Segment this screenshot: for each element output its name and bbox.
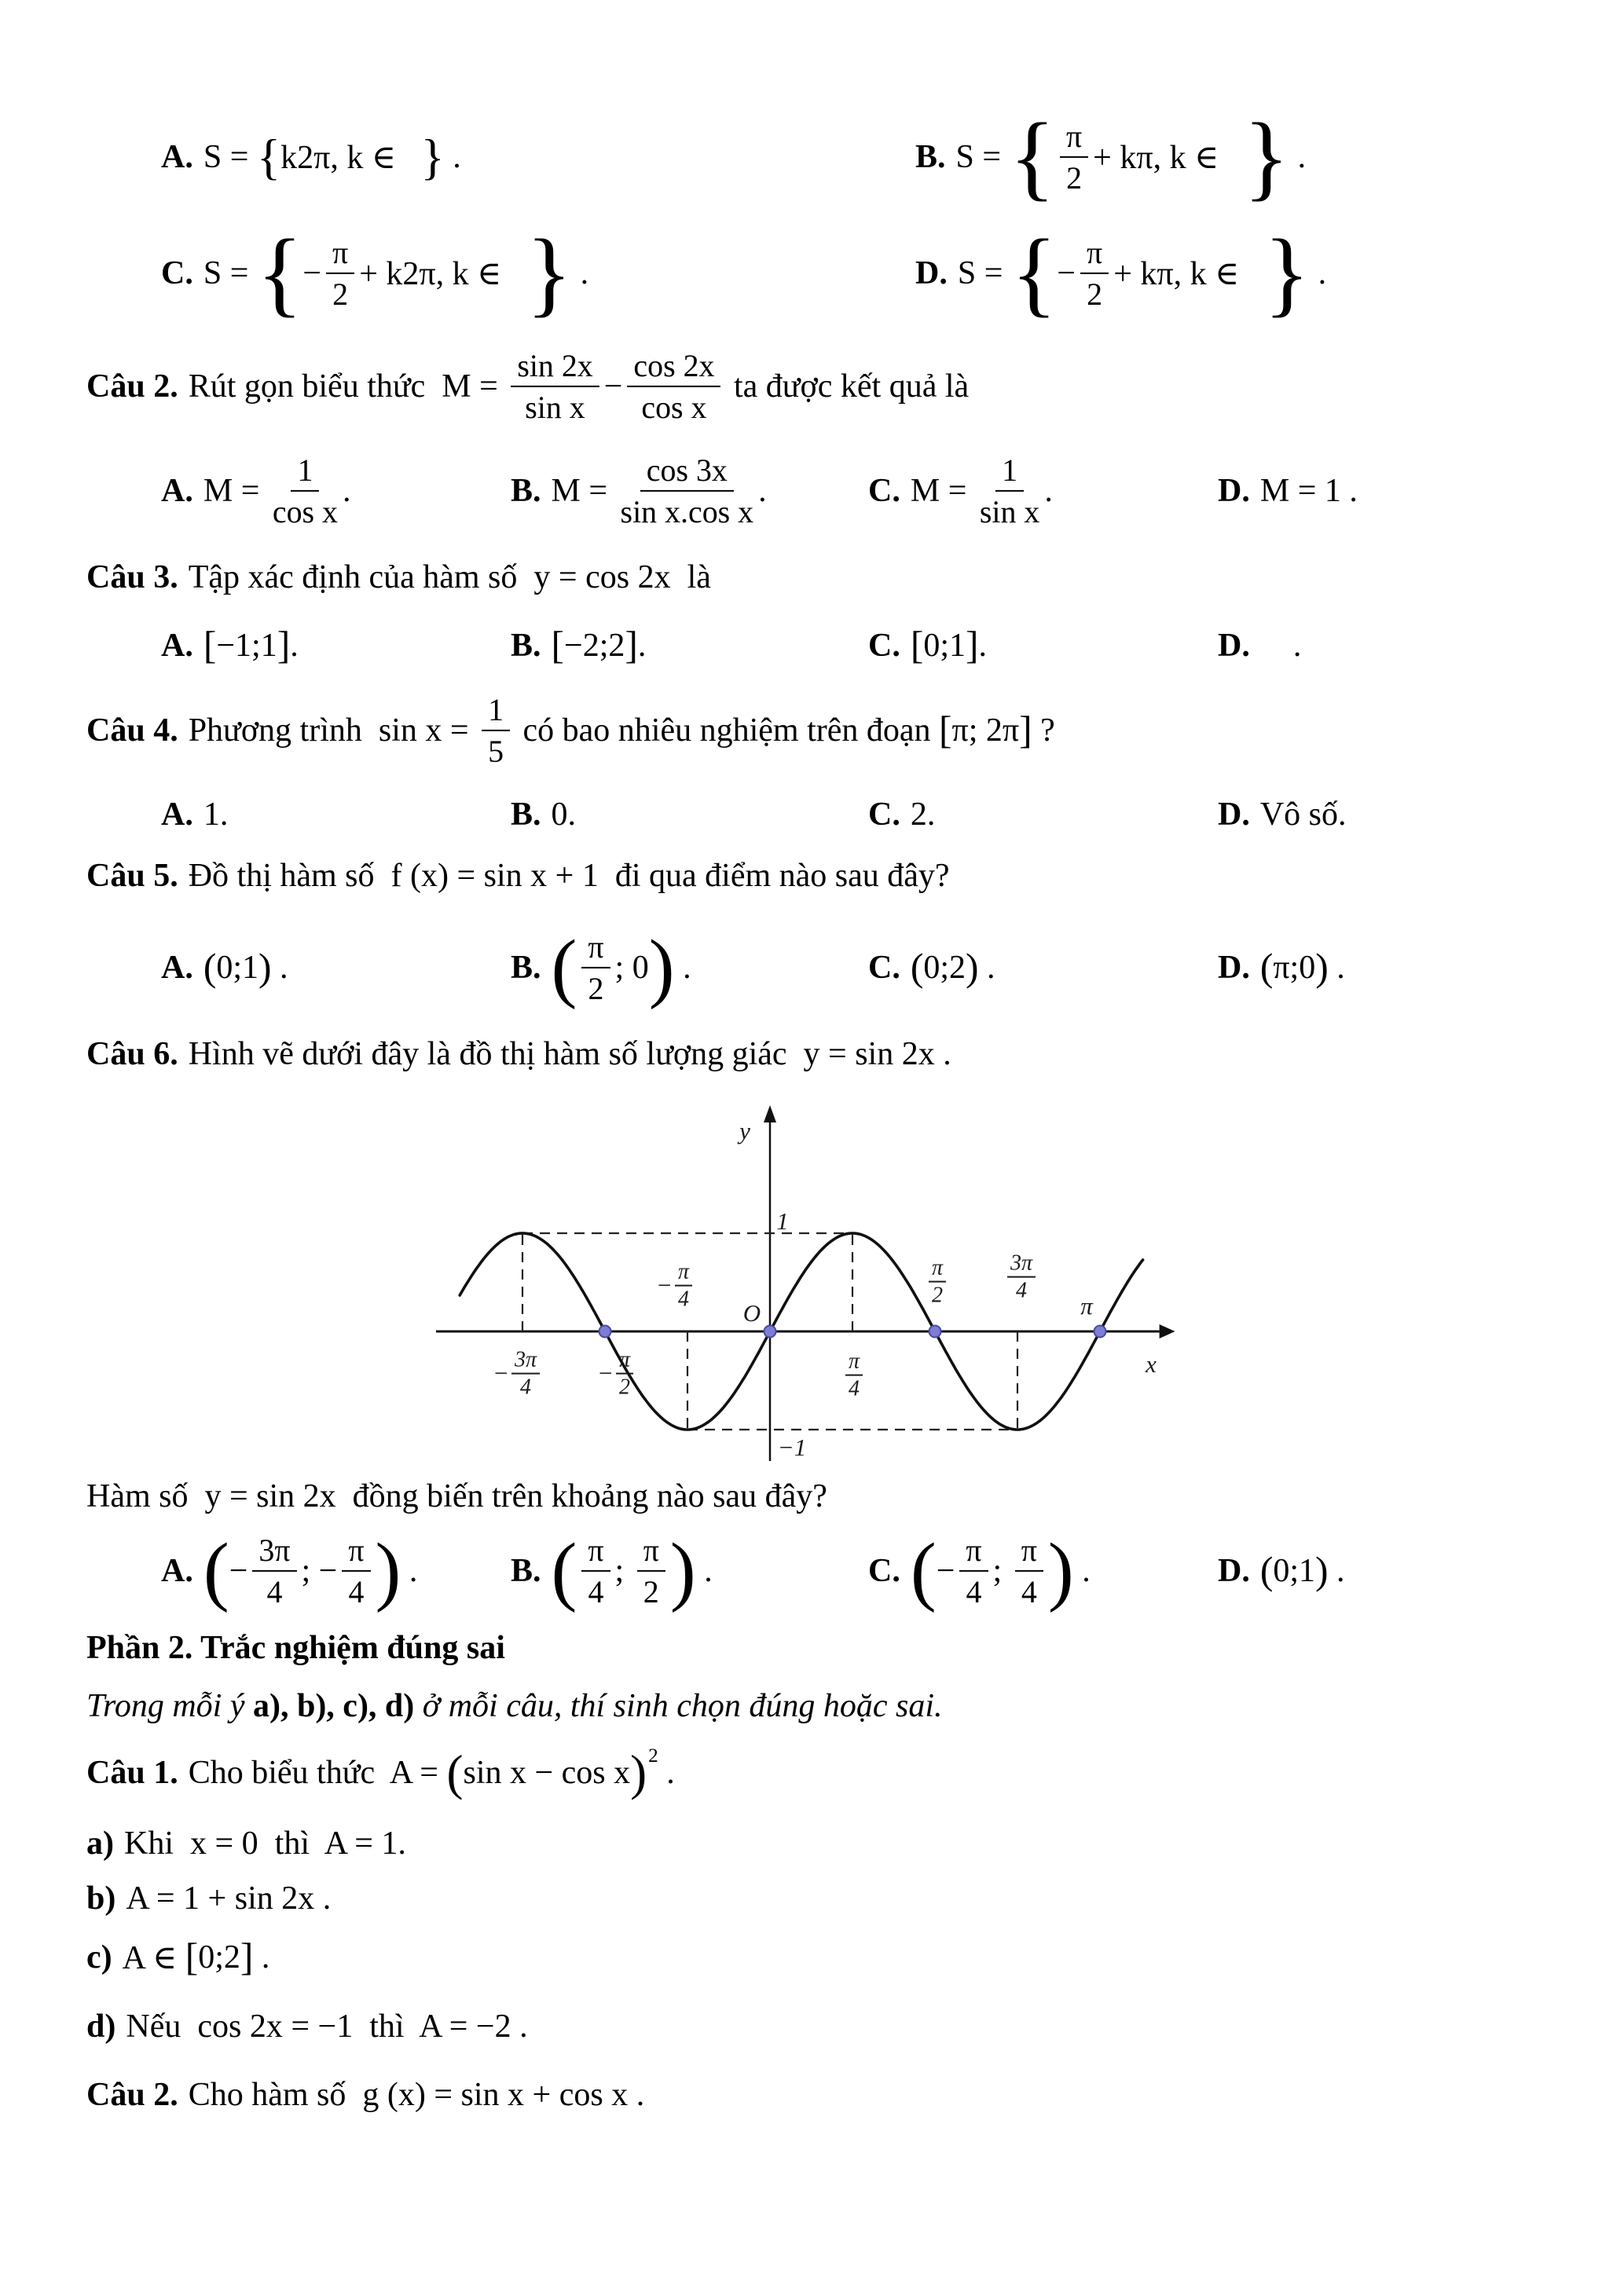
math-token: $\frac{1}{5}$ [482, 693, 510, 768]
math-token: $\frac{1}{\text{sin x}}$ [979, 452, 1040, 529]
item-label-b: b) [86, 1880, 116, 1917]
math-token: Rút gọn biểu thức M = [188, 368, 507, 405]
q2-option-c [868, 453, 1053, 529]
item-label-c: c) [86, 1939, 112, 1976]
math-token: 0;1 [1273, 1553, 1316, 1589]
math-token: π;0 [1273, 950, 1316, 986]
item-label-a: a) [86, 1825, 114, 1862]
option-label-b: B. [511, 628, 541, 664]
math-token: S = [203, 139, 257, 175]
zero-point-dot [1094, 1326, 1106, 1338]
option-label-a: A. [161, 139, 193, 175]
math-token [1248, 255, 1264, 292]
option-label-d: D. [1218, 796, 1250, 833]
math-token: − [603, 368, 623, 405]
math-token: M = [910, 473, 975, 509]
q2-option-d [1218, 472, 1358, 510]
math-token: Nếu cos 2x = −1 thì A = −2 . [126, 2009, 528, 2045]
option-label-a: A. [161, 473, 193, 509]
math-token: $\frac{\pi}{4}$ [342, 1533, 370, 1609]
option-formula: ( π;0 ) . [1259, 946, 1345, 989]
graph-label: π [1080, 1292, 1093, 1320]
option-label-d: D. [1218, 473, 1250, 509]
question-text: Cho biểu thức A = ( sin x − cos x ) 2 . [188, 1745, 675, 1800]
option-formula: S = { k2π, k ∈ } . [203, 130, 461, 185]
math-token: có bao nhiêu nghiệm trên đoạn [515, 712, 940, 749]
question-text [189, 2076, 645, 2114]
q4-option-c [868, 796, 935, 833]
q4-option-a [161, 796, 228, 833]
q5-option-b [511, 925, 691, 1010]
option-formula: ( 0;2 ) . [910, 946, 995, 989]
math-token: $\frac{\pi}{2}$ [581, 930, 610, 1005]
zero-point-dot [929, 1326, 941, 1338]
option-label-c: C. [161, 255, 193, 291]
p2-q1-item-c [86, 1935, 270, 1979]
math-token: . [674, 950, 691, 986]
option-label-c: C. [868, 473, 900, 509]
math-token [510, 255, 526, 292]
math-token: Phương trình sin x = [188, 712, 478, 749]
question-text: Phương trình sin x = $\frac{1}{5}$ có bao nhiêu nghiệm trên đoạn [ π; 2π ] ? [188, 691, 1055, 769]
option-formula [1260, 472, 1358, 510]
graph-label: O [742, 1299, 761, 1327]
math-token: 0;1 [923, 628, 966, 664]
question-5-stem [86, 857, 950, 895]
math-token: k2π, k ∈ [280, 140, 405, 176]
math-token: . [978, 950, 995, 986]
graph-label: −1 [777, 1434, 807, 1461]
question-label: Câu 2. [86, 2077, 178, 2113]
option-formula [552, 796, 577, 833]
option-formula: [ −1;1 ] . [203, 624, 299, 667]
option-formula [1260, 796, 1347, 833]
question-3-stem [86, 558, 711, 596]
graph-shape [1160, 1324, 1175, 1338]
option-formula: ( − $\frac{3\pi}{4}$ ; − $\frac{\pi}{4}$ ) . [203, 1528, 418, 1613]
question-label: Câu 2. [86, 368, 178, 405]
option-label-d: D. [915, 255, 948, 291]
math-token: 0;1 [216, 950, 259, 986]
zero-point-dot [764, 1326, 776, 1338]
math-token: . [658, 1755, 675, 1791]
option-label-d: D. [1218, 628, 1250, 664]
q5-option-a [161, 946, 288, 989]
math-token: − [302, 255, 322, 291]
q3-option-d [1218, 627, 1301, 665]
q1-option-b [915, 104, 1307, 210]
question-label: Câu 3. [86, 559, 178, 595]
math-token: $\frac{\pi}{2}$ [326, 236, 354, 311]
option-formula: [ 0;1 ] . [910, 624, 988, 667]
p2-question-2-stem [86, 2076, 644, 2114]
math-token: $\frac{\pi}{4}$ [1015, 1533, 1043, 1609]
q6-option-a [161, 1528, 418, 1613]
math-token: $\frac{\cos 2x}{\text{cos x}}$ [627, 349, 720, 424]
question-label: Câu 5. [86, 858, 178, 894]
math-token: $\frac{\pi}{4}$ [581, 1533, 610, 1609]
math-token: . [1259, 628, 1302, 664]
option-formula: ( − $\frac{\pi}{4}$ ; $\frac{\pi}{4}$ ) . [910, 1528, 1091, 1613]
graph-label: y [739, 1117, 750, 1144]
option-label-b: B. [511, 473, 541, 509]
p2-question-1-stem [86, 1745, 675, 1800]
math-token: ; − [301, 1553, 338, 1589]
math-token: sin x − cos x [463, 1755, 631, 1791]
q6-option-c [868, 1528, 1091, 1613]
q5-option-d [1218, 946, 1345, 989]
question-text [86, 1478, 827, 1515]
item-text [126, 2008, 527, 2045]
part-2-heading [86, 1629, 505, 1667]
q3-option-c [868, 624, 988, 667]
math-token: $\frac{\pi}{4}$ [959, 1533, 988, 1609]
math-token: S = [957, 255, 1011, 291]
option-formula: S = { − $\frac{\pi}{2}$ + k2π, k ∈ } . [203, 220, 589, 326]
math-token: . [695, 1553, 713, 1589]
math-token: . [1289, 139, 1307, 175]
p2-q1-item-a [86, 1825, 406, 1862]
option-label-c: C. [868, 950, 900, 986]
math-token: −2;2 [564, 628, 625, 664]
math-token: Cho biểu thức A = [188, 1755, 447, 1791]
math-token: Cho hàm số g (x) = sin x + cos x . [188, 2077, 645, 2113]
graph-label: x [1146, 1350, 1157, 1378]
graph-shape [764, 1105, 776, 1122]
math-token: ; [614, 1553, 632, 1589]
graph-tick-fraction: π 4 [845, 1350, 863, 1401]
math-token: $\frac{\sin 2x}{\text{sin x}}$ [511, 349, 599, 424]
math-token: S = [203, 255, 257, 291]
part-2-note [86, 1687, 943, 1725]
math-token: Trong mỗi ý [86, 1688, 253, 1724]
question-label: Câu 6. [86, 1036, 178, 1072]
question-text [189, 558, 711, 596]
option-formula [1260, 627, 1302, 665]
zero-point-dot [599, 1326, 611, 1338]
math-token: Vô số. [1259, 796, 1347, 833]
option-formula: S = { $\frac{\pi}{2}$ + kπ, k ∈ } . [955, 104, 1307, 210]
math-token: π; 2π [951, 712, 1020, 749]
item-text [126, 1880, 331, 1917]
option-formula [203, 796, 229, 833]
math-token: 2. [910, 796, 936, 833]
math-token [1227, 138, 1244, 176]
math-token: M = [203, 473, 268, 509]
heading-text [86, 1629, 505, 1667]
option-formula: S = { − $\frac{\pi}{2}$ + kπ, k ∈ } . [957, 220, 1327, 326]
graph-tick-fraction: 3π 4 [1007, 1252, 1036, 1303]
option-label-b: B. [511, 796, 541, 833]
option-formula: ( 0;1 ) . [203, 946, 288, 989]
question-label: Câu 4. [86, 712, 178, 749]
q6-question-line [86, 1478, 827, 1515]
option-label-c: C. [868, 796, 900, 833]
math-token: . [1044, 473, 1053, 509]
math-token: Khi x = 0 thì A = 1. [124, 1825, 406, 1862]
option-label-d: D. [1218, 1553, 1250, 1589]
option-label-b: B. [511, 950, 541, 986]
q3-option-b [511, 624, 647, 667]
math-token: 0;2 [198, 1939, 240, 1976]
question-4-stem [86, 693, 1055, 768]
q2-option-b [511, 453, 767, 529]
option-label-a: A. [161, 796, 193, 833]
math-token: . [572, 255, 589, 291]
math-token: . [401, 1553, 418, 1589]
q1-option-d [915, 220, 1327, 326]
math-token: $\frac{3\pi}{4}$ [252, 1533, 296, 1609]
question-6-stem [86, 1035, 951, 1073]
sin2x-figure [424, 1096, 1257, 1481]
math-token: $\frac{\pi}{2}$ [1080, 236, 1109, 311]
q4-option-b [511, 796, 576, 833]
math-token: . [758, 473, 767, 509]
math-token: Tập xác định của hàm số y = cos 2x là [188, 559, 711, 595]
question-text [189, 1035, 951, 1073]
math-token: $\frac{\pi}{2}$ [1060, 119, 1088, 195]
q2-option-a [161, 453, 350, 529]
math-token: 0;2 [923, 950, 966, 986]
math-token: . [271, 950, 288, 986]
option-formula: [ −2;2 ] . [551, 624, 647, 667]
option-label-b: B. [915, 139, 946, 175]
option-formula [203, 453, 351, 529]
option-formula: ( $\frac{\pi}{2}$ ; 0 ) . [551, 925, 691, 1010]
math-token: a), b), c), d) [252, 1688, 415, 1724]
question-2-stem [86, 349, 969, 424]
math-token: Đồ thị hàm số f (x) = sin x + 1 đi qua điểm nào sau đây? [188, 858, 950, 894]
math-token: − [1057, 255, 1076, 291]
option-formula [911, 453, 1053, 529]
math-token: −1;1 [216, 628, 277, 664]
math-token: . [1073, 1553, 1091, 1589]
question-label: Câu 1. [86, 1755, 178, 1791]
math-token: + kπ, k ∈ [1093, 140, 1227, 176]
math-token: . [978, 628, 988, 664]
math-token: . [253, 1939, 270, 1976]
math-token: 2 [648, 1745, 658, 1767]
q1-option-a [161, 130, 461, 185]
item-text: A ∈ [ 0;2 ] . [122, 1935, 270, 1979]
math-token: 1. [203, 796, 229, 833]
math-token: M = [551, 473, 616, 509]
math-token: + kπ, k ∈ [1113, 256, 1248, 292]
math-token: . [444, 139, 461, 175]
q6-option-d [1218, 1549, 1345, 1592]
option-formula: ( 0;1 ) . [1259, 1549, 1345, 1592]
graph-tick-fraction: π 2 [929, 1257, 946, 1308]
math-token: . [1328, 1553, 1345, 1589]
option-label-c: C. [868, 1553, 900, 1589]
question-text [189, 349, 969, 424]
math-token: $\frac{1}{\text{cos x}}$ [272, 452, 338, 529]
graph-tick-fraction: − $\frac{3\pi}{4}$ [493, 1349, 540, 1400]
option-label-a: A. [161, 1553, 193, 1589]
item-label-d: d) [86, 2009, 116, 2045]
option-label-a: A. [161, 950, 193, 986]
math-token: ta được kết quả là [725, 368, 970, 405]
graph-label: 1 [776, 1207, 789, 1235]
option-formula [552, 453, 767, 529]
math-token: ; 0 [614, 950, 649, 986]
option-label-a: A. [161, 628, 193, 664]
math-token: . [637, 628, 647, 664]
option-formula: ( $\frac{\pi}{4}$ ; $\frac{\pi}{2}$ ) . [551, 1528, 713, 1613]
q1-option-c [161, 220, 589, 326]
p2-q1-item-b [86, 1880, 331, 1917]
math-token: Hàm số y = sin 2x đồng biến trên khoảng nào sau đây? [86, 1478, 827, 1514]
math-token: . [290, 628, 299, 664]
math-token: 0. [551, 796, 577, 833]
graph-tick-fraction: − $\frac{\pi}{4}$ [656, 1261, 692, 1312]
option-formula [911, 796, 936, 833]
math-token: . [342, 473, 351, 509]
math-token: Hình vẽ dưới đây là đồ thị hàm số lượng giác y = sin 2x . [188, 1036, 951, 1072]
p2-q1-item-d [86, 2008, 528, 2045]
item-text [124, 1825, 406, 1862]
math-token: $\frac{\cos 3x}{\text{sin x.cos x}}$ [620, 452, 754, 529]
q5-option-c [868, 946, 995, 989]
q3-option-a [161, 624, 299, 667]
note-text [86, 1687, 943, 1725]
math-token: . [1328, 950, 1345, 986]
math-token: Phần 2. Trắc nghiệm đúng sai [86, 1630, 505, 1666]
q6-option-b [511, 1528, 713, 1613]
sin2x-graph [424, 1096, 1257, 1481]
math-token: M = 1 . [1259, 473, 1358, 509]
math-token: A ∈ [122, 1940, 185, 1976]
option-label-d: D. [1218, 950, 1250, 986]
q4-option-d [1218, 796, 1347, 833]
option-label-c: C. [868, 628, 900, 664]
math-token [404, 138, 420, 176]
graph-tick-fraction: − $\frac{\pi}{2}$ [597, 1349, 633, 1400]
math-token: − [936, 1553, 955, 1589]
math-token: . [1310, 255, 1327, 291]
math-token: ? [1032, 712, 1055, 749]
math-token: ; [992, 1553, 1010, 1589]
math-token: A = 1 + sin 2x . [126, 1880, 332, 1917]
math-token: S = [955, 139, 1010, 175]
question-text [189, 857, 950, 895]
math-token: ở mỗi câu, thí sinh chọn đúng hoặc sai. [414, 1688, 943, 1724]
option-label-b: B. [511, 1553, 541, 1589]
math-token: − [229, 1553, 248, 1589]
math-token: $\frac{\pi}{2}$ [637, 1533, 665, 1609]
math-token: + k2π, k ∈ [359, 256, 510, 292]
